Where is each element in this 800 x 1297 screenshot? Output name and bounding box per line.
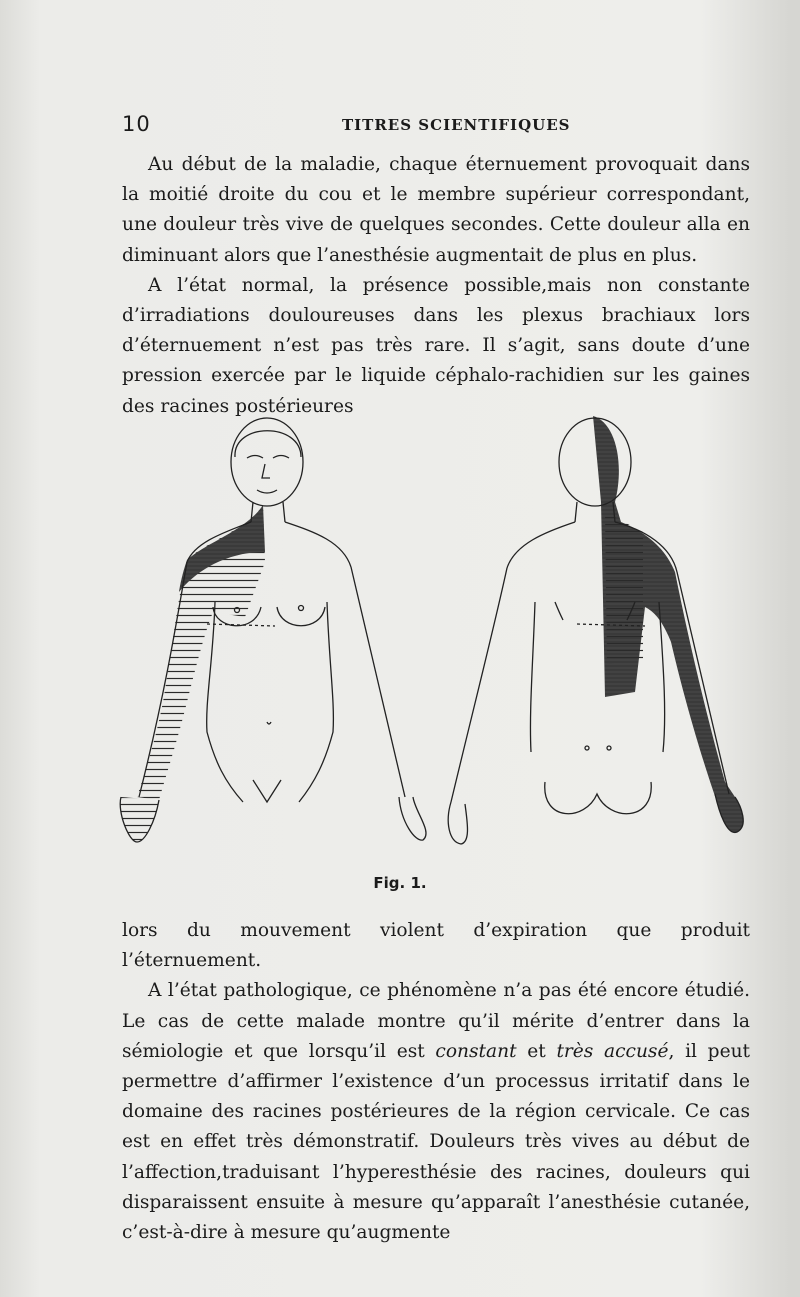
- paragraph: lors du mouvement violent d’expiration que produit l’éternuement.: [122, 920, 750, 972]
- emphasis-tres-accuse: très accusé: [556, 1040, 669, 1062]
- page-number: 10: [122, 112, 151, 136]
- emphasis-constant: constant: [435, 1040, 517, 1062]
- paragraph: [122, 976, 750, 1248]
- front-figure: [120, 418, 426, 842]
- figure-body-diagram: [115, 402, 755, 862]
- back-figure: [448, 416, 743, 844]
- text-span: A l’état pathologique, ce phénomène n’a pas été encore étudié. Le cas de cette malade montre qu’il mérite d’entrer dans la sémiologie et que lorsqu’il est: [122, 980, 750, 1062]
- page-header: [122, 112, 750, 138]
- body-illustration: [115, 402, 755, 862]
- body-text-top: [122, 150, 750, 422]
- figure-caption: Fig. 1.: [373, 874, 427, 892]
- paragraph: Au début de la maladie, chaque éternuement provoquait dans la moitié droite du cou et le membre supérieur correspondant, une douleur très vive de quelques secondes. Cette douleur alla en diminuant alors que l’anesthésie augmentait de plus en plus.: [122, 154, 750, 266]
- text-span: , il peut permettre d’affirmer l’existence d’un processus irritatif dans le domaine des racines postérieures de la région cervicale. Ce cas est en effet très démonstratif. Douleurs très vives au début de l’affection,traduisant l’hyperesthésie des racines, douleurs qui disparaissent ensuite à mesure qu’apparaît l’anesthésie cutanée, c’est-à-dire à mesure qu’augmente: [122, 1040, 751, 1244]
- back-hatched-area: [605, 512, 643, 664]
- running-head: TITRES SCIENTIFIQUES: [342, 116, 571, 134]
- body-text-bottom: [122, 916, 750, 1248]
- paragraph: A l’état normal, la présence possible,mais non constante d’irradiations douloureuses dans les plexus brachiaux lors d’éternuement n’est pas très rare. Il s’agit, sans doute d’une pression exercée par le liquide céphalo-rachidien sur les gaines des racines postérieures: [122, 274, 750, 417]
- text-span: et: [516, 1040, 557, 1062]
